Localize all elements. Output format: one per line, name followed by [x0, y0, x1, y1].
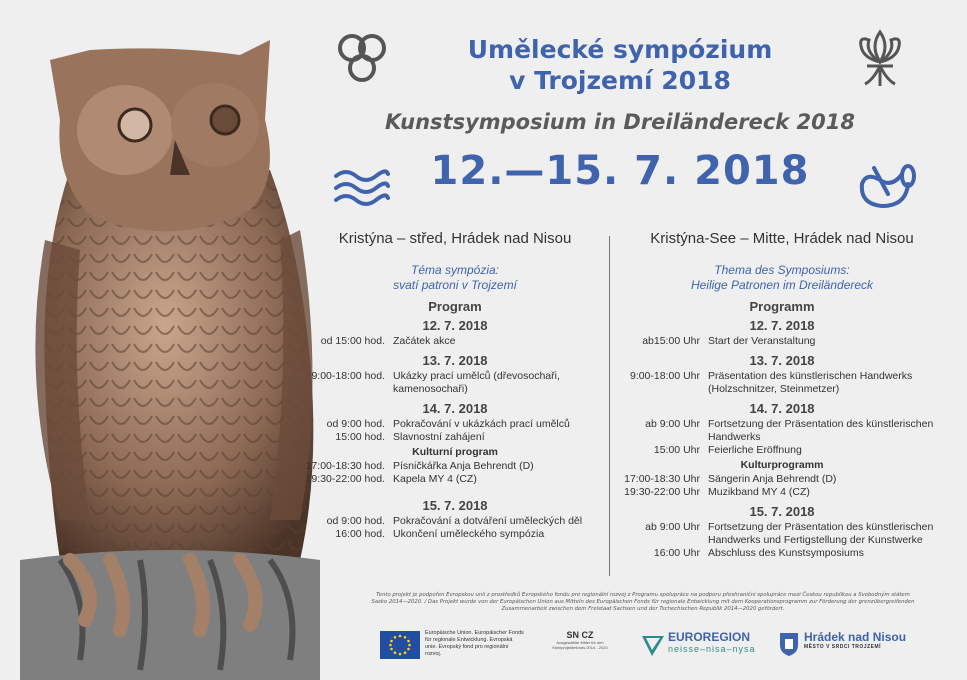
title-czech	[400, 34, 840, 96]
row-desc: Muzikband MY 4 (CZ)	[708, 486, 810, 498]
theme-value: svatí patroni v Trojzemí	[393, 278, 517, 292]
row-desc: Feierliche Eröffnung	[708, 444, 802, 456]
row-time: 16:00 hod.	[335, 528, 385, 540]
program-row	[612, 418, 952, 444]
sn-cz-sub: Ausgewählte Mittel für den Kleinprojektefonds 2014 - 2020	[552, 640, 608, 650]
row-desc: Abschluss des Kunstsymposiums	[708, 547, 864, 559]
cultural-program-heading: Kulturní program	[412, 446, 498, 458]
cultural-program-heading: Kulturprogramm	[740, 459, 824, 471]
program-row	[305, 370, 605, 396]
title-german: Kunstsymposium in Dreiländereck 2018	[385, 110, 855, 134]
row-time: 19:30-22:00 Uhr	[624, 486, 700, 498]
fleur-de-lis-icon	[855, 28, 905, 90]
program-row	[305, 335, 605, 348]
euroregion-logo-icon	[640, 632, 666, 658]
program-row	[612, 335, 952, 348]
program-row	[612, 547, 952, 560]
eu-funding-text: Europäische Union. Europäischer Fonds für regionale Entwicklung. Evropská unie. Evropský fond pro regionální rozvoj.	[425, 630, 524, 657]
row-time: 17:00-18:30 hod.	[305, 460, 385, 472]
program-row	[305, 528, 605, 541]
program-row	[612, 444, 952, 457]
program-czech	[305, 230, 605, 541]
sponsor-logos	[0, 628, 967, 668]
column-divider	[609, 236, 610, 576]
theme-label: Thema des Symposiums:	[714, 263, 850, 277]
row-time: od 9:00 hod.	[326, 418, 385, 430]
program-row	[305, 418, 605, 431]
row-desc: Začátek akce	[393, 335, 456, 347]
day-date: 12. 7. 2018	[422, 318, 488, 333]
row-desc: Start der Veranstaltung	[708, 335, 816, 347]
row-time: od 15:00 hod.	[320, 335, 385, 347]
program-row	[305, 431, 605, 444]
program-row	[612, 521, 952, 547]
owl-sculpture-image	[0, 0, 330, 680]
row-desc: Písničkářka Anja Behrendt (D)	[393, 460, 534, 472]
program-row	[612, 473, 952, 486]
hradek-logo	[804, 630, 906, 650]
row-desc: Ukázky prací umělců (dřevosochaři, kamenosochaři)	[393, 370, 560, 395]
funding-fineprint: Tento projekt je podpořen Evropskou unií z prostředků Evropského fondu pro regionální rozvoj z Programu spolupráce na podporu přeshraniční spolupráce mezi Českou republikou a Svobodným státem Sasko 2014—2020. / Das Projekt wurde von der Europäischen Union aus Mitteln des Europäischen Fonds für regionale Entwicklung mit dem Kooperationsprogramm zur Förderung der grenzübergreifenden Zusammenarbeit zwischen dem Freistaat Sachsen und der Tschechischen Republik 2014—2020 gefördert.	[371, 592, 915, 612]
hradek-coat-of-arms-icon	[778, 631, 800, 657]
program-row	[305, 515, 605, 528]
event-dates: 12.—15. 7. 2018	[430, 148, 810, 194]
day-date: 13. 7. 2018	[749, 353, 815, 368]
program-row	[305, 473, 605, 486]
row-time: 9:00-18:00 hod.	[311, 370, 385, 382]
row-time: ab 9:00 Uhr	[645, 521, 700, 533]
venue-german: Kristýna-See – Mitte, Hrádek nad Nisou	[650, 230, 914, 247]
euroregion-label: EUROREGION	[668, 630, 751, 644]
row-desc: Pokračování a dotváření uměleckých děl	[393, 515, 583, 527]
row-time: ab15:00 Uhr	[642, 335, 700, 347]
program-german	[612, 230, 952, 560]
horn-icon	[856, 160, 920, 216]
row-time: 9:00-18:00 Uhr	[629, 370, 700, 382]
row-desc: Kapela MY 4 (CZ)	[393, 473, 477, 485]
row-time: od 9:00 hod.	[326, 515, 385, 527]
row-time: 15:00 Uhr	[653, 444, 700, 456]
row-desc: Pokračování v ukázkách prací umělců	[393, 418, 570, 430]
day-date: 14. 7. 2018	[422, 401, 488, 416]
day-date: 13. 7. 2018	[422, 353, 488, 368]
day-date: 12. 7. 2018	[749, 318, 815, 333]
day-date: 14. 7. 2018	[749, 401, 815, 416]
theme-value: Heilige Patronen im Dreiländereck	[690, 278, 874, 292]
row-desc: Ukončení uměleckého sympózia	[393, 528, 545, 540]
row-time: ab 9:00 Uhr	[645, 418, 700, 430]
row-time: 19:30-22:00 hod.	[305, 473, 385, 485]
title-czech-line1: Umělecké sympózium	[467, 35, 773, 64]
theme-german	[612, 263, 952, 293]
day-date: 15. 7. 2018	[422, 498, 488, 513]
program-heading: Program	[428, 299, 482, 314]
hradek-sub: MĚSTO V SRDCI TROJZEMÍ	[804, 644, 882, 650]
row-time: 16:00 Uhr	[653, 547, 700, 559]
theme-label: Téma sympózia:	[410, 263, 500, 277]
day-date: 15. 7. 2018	[749, 504, 815, 519]
program-row	[305, 460, 605, 473]
euroregion-sub: neisse–nisa–nysa	[668, 644, 756, 654]
euroregion-logo	[668, 630, 756, 654]
row-desc: Sängerin Anja Behrendt (D)	[708, 473, 837, 485]
venue-czech: Kristýna – střed, Hrádek nad Nisou	[338, 230, 572, 247]
row-desc: Fortsetzung der Präsentation des künstlerischen Handwerks	[708, 418, 934, 443]
triskele-icon	[332, 30, 392, 86]
row-desc: Präsentation des künstlerischen Handwerks (Holzschnitzer, Steinmetzer)	[708, 370, 913, 395]
eu-flag-icon	[380, 631, 420, 659]
program-heading: Programm	[749, 299, 815, 314]
row-time: 17:00-18:30 Uhr	[624, 473, 700, 485]
sn-cz-logo	[550, 630, 610, 650]
program-row	[612, 370, 952, 396]
program-row	[612, 486, 952, 499]
row-desc: Fortsetzung der Präsentation des künstlerischen Handwerks und Fertigstellung der Kunstwerke	[708, 521, 934, 546]
hradek-label: Hrádek nad Nisou	[804, 630, 907, 644]
row-desc: Slavnostní zahájení	[393, 431, 485, 443]
title-czech-line2: v Trojzemí 2018	[509, 66, 731, 95]
theme-czech	[305, 263, 605, 293]
row-time: 15:00 hod.	[335, 431, 385, 443]
sn-cz-label: SN CZ	[566, 630, 594, 640]
